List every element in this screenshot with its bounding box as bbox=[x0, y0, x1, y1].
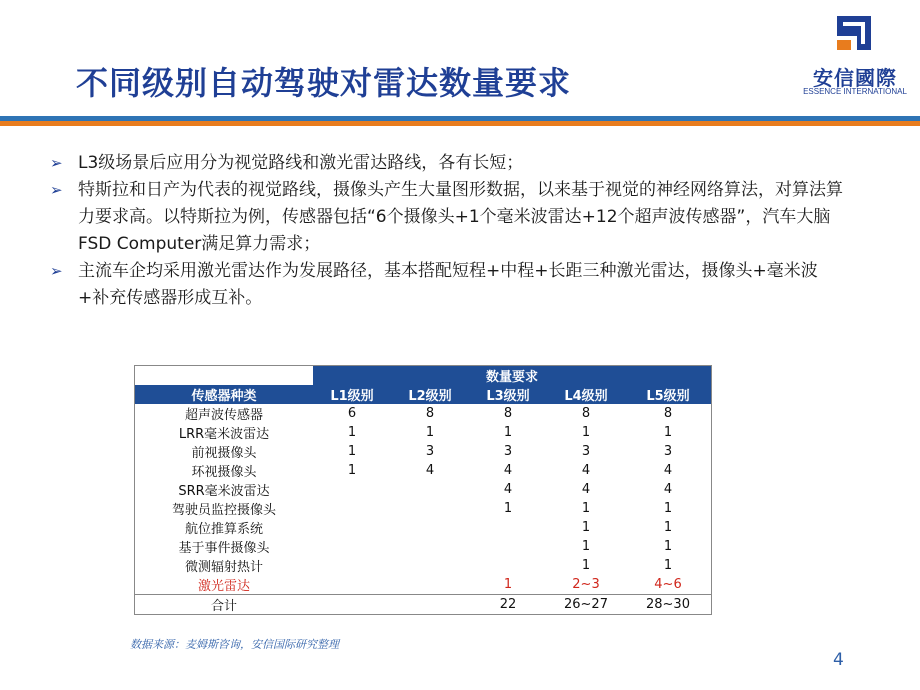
table-cell: 激光雷达 bbox=[197, 579, 250, 594]
table-cell: 1 bbox=[663, 425, 673, 440]
table-row-total bbox=[135, 595, 711, 615]
table-row bbox=[135, 404, 711, 423]
bullet-arrow-icon: ➢ bbox=[50, 181, 63, 199]
table-cell: 2~3 bbox=[572, 577, 600, 592]
table-cell bbox=[469, 537, 547, 556]
table-column-header-row bbox=[135, 385, 711, 404]
table-cell: 28~30 bbox=[625, 595, 711, 615]
table-cell: 4 bbox=[663, 463, 673, 478]
table-cell: 1 bbox=[581, 520, 591, 535]
bullet-arrow-icon: ➢ bbox=[50, 154, 63, 172]
table-cell: 3 bbox=[503, 444, 513, 459]
table-cell: 驾驶员监控摄像头 bbox=[171, 503, 276, 518]
table-cell: 1 bbox=[581, 425, 591, 440]
bullet-text: 主流车企均采用激光雷达作为发展路径，基本搭配短程+中程+长距三种激光雷达，摄像头+毫米波+补充传感器形成互补。 bbox=[78, 261, 818, 308]
column-header: L3级别 bbox=[469, 385, 547, 404]
column-header: 传感器种类 bbox=[135, 385, 313, 404]
table-cell bbox=[391, 499, 469, 518]
table-group-header-row bbox=[135, 366, 711, 385]
table-cell bbox=[391, 518, 469, 537]
table-cell bbox=[313, 537, 391, 556]
table-corner-cell bbox=[135, 366, 313, 385]
table-row bbox=[135, 556, 711, 575]
table-row bbox=[135, 423, 711, 442]
sensor-requirements-table bbox=[135, 366, 711, 614]
table-cell: 4 bbox=[663, 482, 673, 497]
logo-english-name: ESSENCE INTERNATIONAL bbox=[803, 87, 907, 96]
table-row bbox=[135, 499, 711, 518]
table-cell bbox=[313, 499, 391, 518]
group-header-cell: 数量要求 bbox=[313, 366, 711, 385]
table-cell: 1 bbox=[503, 501, 513, 516]
bullet-list bbox=[48, 150, 848, 312]
table-cell: 3 bbox=[425, 444, 435, 459]
table-cell: SRR毫米波雷达 bbox=[178, 484, 270, 499]
table-cell: 1 bbox=[663, 501, 673, 516]
table-cell bbox=[391, 575, 469, 595]
table-cell: 8 bbox=[581, 406, 591, 421]
table-row bbox=[135, 480, 711, 499]
table-cell: LRR毫米波雷达 bbox=[178, 427, 270, 442]
data-source-note: 数据来源：麦姆斯咨询，安信国际研究整理 bbox=[130, 638, 339, 651]
table-cell: 8 bbox=[503, 406, 513, 421]
table-cell: 3 bbox=[663, 444, 673, 459]
table-cell: 4 bbox=[425, 463, 435, 478]
bullet-text: 特斯拉和日产为代表的视觉路线，摄像头产生大量图形数据，以来基于视觉的神经网络算法，对算法算力要求高。以特斯拉为例，传感器包括“6个摄像头+1个毫米波雷达+12个超声波传感器”，汽车大脑FSD Computer满足算力需求； bbox=[78, 180, 843, 254]
table-cell: 8 bbox=[663, 406, 673, 421]
bullet-text: L3级场景后应用分为视觉路线和激光雷达路线，各有长短； bbox=[78, 153, 524, 173]
table-cell bbox=[313, 556, 391, 575]
table-cell bbox=[313, 595, 391, 615]
table-cell: 4 bbox=[581, 463, 591, 478]
bullet-item bbox=[48, 177, 848, 258]
table-cell: 1 bbox=[663, 520, 673, 535]
table-cell: 微测辐射热计 bbox=[184, 560, 263, 575]
table-cell: 26~27 bbox=[547, 595, 625, 615]
column-header: L4级别 bbox=[547, 385, 625, 404]
table-cell bbox=[391, 537, 469, 556]
table-cell: 1 bbox=[503, 425, 513, 440]
table-cell bbox=[313, 480, 391, 499]
logo-chinese-name: 安信國際 bbox=[813, 66, 897, 90]
table-cell: 环视摄像头 bbox=[191, 465, 257, 480]
table-cell: 4 bbox=[503, 482, 513, 497]
table-cell: 1 bbox=[425, 425, 435, 440]
column-header: L1级别 bbox=[313, 385, 391, 404]
table-cell bbox=[391, 556, 469, 575]
table-cell: 合计 bbox=[135, 595, 313, 615]
table-cell: 6 bbox=[347, 406, 357, 421]
company-logo bbox=[800, 10, 910, 100]
table-cell: 1 bbox=[347, 463, 357, 478]
table-cell: 1 bbox=[347, 425, 357, 440]
table-cell: 1 bbox=[663, 558, 673, 573]
table-cell: 1 bbox=[581, 539, 591, 554]
table-row bbox=[135, 518, 711, 537]
logo-mark-icon bbox=[833, 12, 875, 54]
table-cell: 前视摄像头 bbox=[191, 446, 257, 461]
table-cell: 4 bbox=[503, 463, 513, 478]
header-divider-orange bbox=[0, 121, 920, 126]
bullet-arrow-icon: ➢ bbox=[50, 262, 63, 280]
table-cell: 1 bbox=[581, 558, 591, 573]
table-row bbox=[135, 442, 711, 461]
table-row bbox=[135, 461, 711, 480]
table-cell bbox=[313, 518, 391, 537]
table-cell: 22 bbox=[469, 595, 547, 615]
sensor-table-container bbox=[134, 365, 712, 615]
table-cell bbox=[469, 518, 547, 537]
table-cell: 1 bbox=[581, 501, 591, 516]
column-header: L5级别 bbox=[625, 385, 711, 404]
table-cell: 超声波传感器 bbox=[184, 408, 263, 423]
table-cell: 基于事件摄像头 bbox=[178, 541, 270, 556]
table-cell bbox=[391, 480, 469, 499]
page-number: 4 bbox=[833, 650, 844, 670]
table-cell bbox=[391, 595, 469, 615]
bullet-item bbox=[48, 150, 848, 177]
table-row bbox=[135, 537, 711, 556]
page-title: 不同级别自动驾驶对雷达数量要求 bbox=[76, 64, 572, 102]
table-cell: 8 bbox=[425, 406, 435, 421]
table-cell: 1 bbox=[663, 539, 673, 554]
table-cell: 4~6 bbox=[654, 577, 682, 592]
table-cell: 4 bbox=[581, 482, 591, 497]
table-cell: 3 bbox=[581, 444, 591, 459]
table-cell: 航位推算系统 bbox=[184, 522, 263, 537]
column-header: L2级别 bbox=[391, 385, 469, 404]
table-cell bbox=[469, 556, 547, 575]
table-cell: 1 bbox=[503, 577, 513, 592]
table-cell: 1 bbox=[347, 444, 357, 459]
table-cell bbox=[313, 575, 391, 595]
table-row-lidar bbox=[135, 575, 711, 595]
bullet-item bbox=[48, 258, 848, 312]
